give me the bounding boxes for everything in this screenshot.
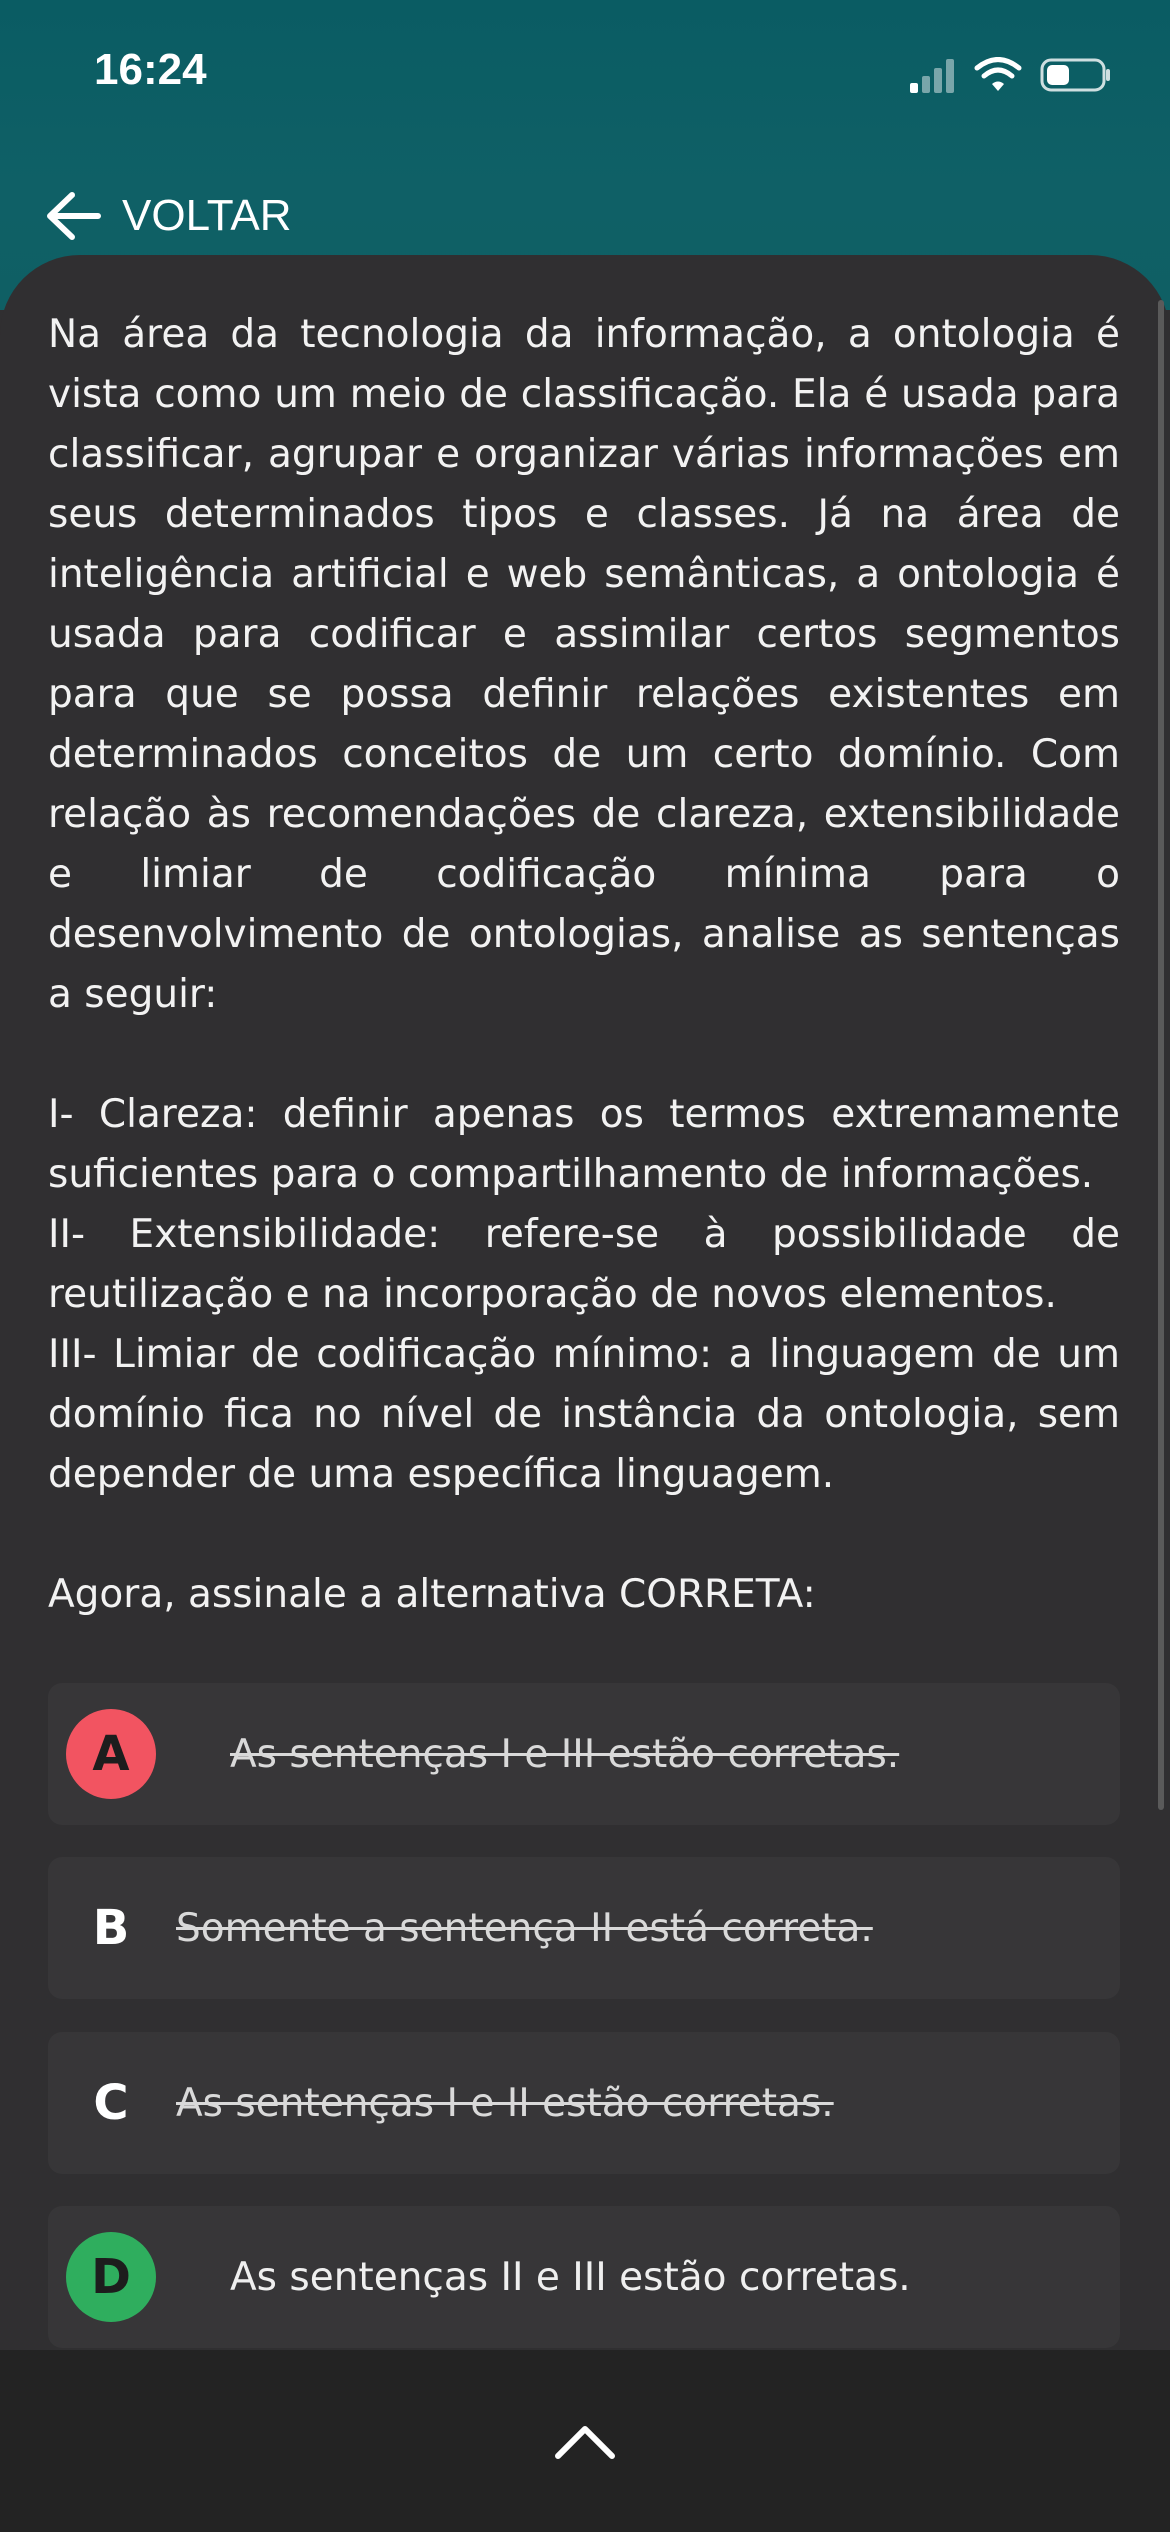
option-d[interactable] xyxy=(48,2206,1120,2348)
back-label: VOLTAR xyxy=(122,191,292,240)
option-b[interactable] xyxy=(48,1857,1120,1999)
question-intro: Na área da tecnologia da informação, a ontologia é vista como um meio de classificação. Ela é usada para classificar, agrupar e organizar várias informações em seus determinados tipos e classes. Já na área de inteligência artificial e web semânticas, a ontologia é usada para codificar e assimilar certos segmentos para que se possa definir relações existentes em determinados conceitos de um certo domínio. Com relação às recomendações de clareza, extensibilidade e limiar de codificação mínima para o desenvolvimento de ontologias, analise as sentenças a seguir: xyxy=(48,312,1120,1017)
back-button[interactable] xyxy=(44,190,292,242)
scrollbar[interactable] xyxy=(1158,300,1164,1810)
status-time: 16:24 xyxy=(94,45,207,94)
option-b-letter: B xyxy=(92,1900,130,1956)
option-a-badge: A xyxy=(66,1709,156,1799)
arrow-left-icon xyxy=(44,190,102,242)
status-icons xyxy=(908,52,1112,98)
wifi-icon xyxy=(974,57,1022,93)
option-d-text: As sentenças II e III estão corretas. xyxy=(230,2254,911,2300)
statement-3: III- Limiar de codificação mínimo: a linguagem de um domínio fica no nível de instância da ontologia, sem depender de uma específica linguagem. xyxy=(48,1332,1120,1497)
statement-2: II- Extensibilidade: refere-se à possibilidade de reutilização e na incorporação de novos elementos. xyxy=(48,1212,1120,1317)
chevron-up-icon[interactable] xyxy=(554,2422,616,2460)
option-b-text: Somente a sentença II está correta. xyxy=(176,1905,873,1951)
option-a[interactable] xyxy=(48,1683,1120,1825)
option-c[interactable] xyxy=(48,2032,1120,2174)
question-text xyxy=(48,305,1120,1625)
question-prompt: Agora, assinale a alternativa CORRETA: xyxy=(48,1572,816,1617)
option-d-badge: D xyxy=(66,2232,156,2322)
option-c-text: As sentenças I e II estão corretas. xyxy=(176,2080,834,2126)
statement-1: I- Clareza: definir apenas os termos extremamente suficientes para o compartilhamento de informações. xyxy=(48,1092,1120,1197)
battery-icon xyxy=(1040,57,1112,93)
option-c-letter: C xyxy=(93,2075,129,2131)
signal-icon xyxy=(908,57,956,93)
option-a-text: As sentenças I e III estão corretas. xyxy=(230,1731,900,1777)
